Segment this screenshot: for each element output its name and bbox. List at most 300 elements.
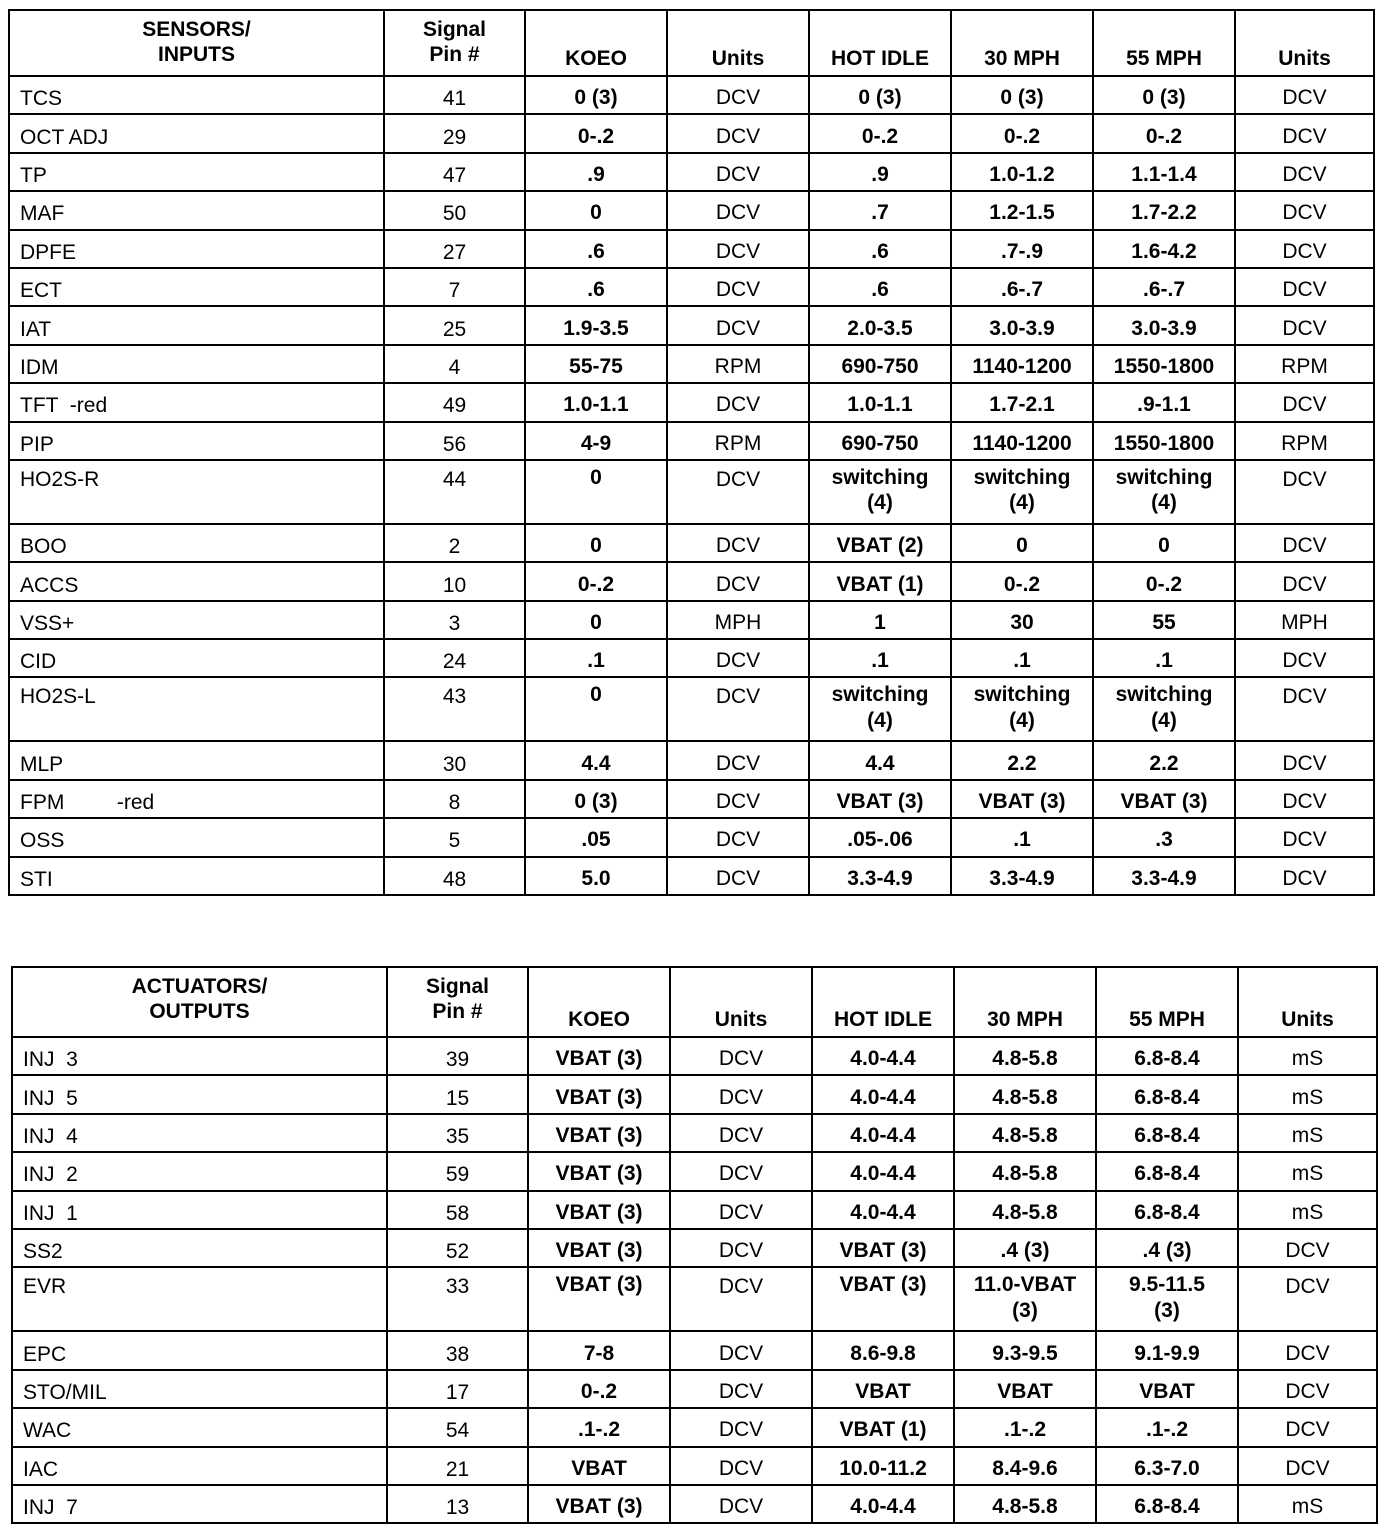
cell-55-mph: 0-.2	[1093, 562, 1235, 600]
cell-units: DCV	[667, 780, 809, 818]
cell-name: SS2	[12, 1229, 387, 1267]
cell-units-2: mS	[1238, 1485, 1377, 1523]
table-row-wac	[12, 1408, 1377, 1446]
cell-units-2: DCV	[1238, 1267, 1377, 1331]
cell-55-mph: switching (4)	[1093, 677, 1235, 741]
table-row-inj-1	[12, 1191, 1377, 1229]
cell-units-2: DCV	[1235, 818, 1374, 856]
cell-koeo: .9	[525, 153, 667, 191]
cell-pin: 17	[387, 1370, 528, 1408]
cell-30-mph: .4 (3)	[954, 1229, 1096, 1267]
table-row-dpfe	[9, 230, 1374, 268]
cell-30-mph: 1140-1200	[951, 345, 1093, 383]
header-units: Units	[670, 967, 812, 1037]
cell-30-mph: .1	[951, 818, 1093, 856]
cell-name: INJ 2	[12, 1152, 387, 1190]
cell-55-mph: 55	[1093, 601, 1235, 639]
cell-name: IAT	[9, 306, 384, 344]
table-row-oss	[9, 818, 1374, 856]
cell-hot-idle: VBAT (1)	[812, 1408, 954, 1446]
cell-units-2: DCV	[1235, 191, 1374, 229]
cell-koeo: 0	[525, 524, 667, 562]
table-row-idm	[9, 345, 1374, 383]
cell-hot-idle: .9	[809, 153, 951, 191]
cell-55-mph: 6.8-8.4	[1096, 1485, 1238, 1523]
cell-units-2: DCV	[1238, 1447, 1377, 1485]
cell-30-mph: 4.8-5.8	[954, 1485, 1096, 1523]
table-row-inj-4	[12, 1114, 1377, 1152]
cell-koeo: 1.0-1.1	[525, 383, 667, 421]
cell-55-mph: 1550-1800	[1093, 422, 1235, 460]
cell-hot-idle: 4.0-4.4	[812, 1075, 954, 1113]
header-30-mph: 30 MPH	[954, 967, 1096, 1037]
cell-hot-idle: 4.0-4.4	[812, 1191, 954, 1229]
cell-name: VSS+	[9, 601, 384, 639]
cell-55-mph: VBAT	[1096, 1370, 1238, 1408]
cell-units-2: DCV	[1235, 153, 1374, 191]
cell-pin: 35	[387, 1114, 528, 1152]
cell-55-mph: 6.8-8.4	[1096, 1152, 1238, 1190]
cell-pin: 27	[384, 230, 525, 268]
cell-units-2: RPM	[1235, 422, 1374, 460]
cell-units-2: DCV	[1235, 383, 1374, 421]
cell-name: FPM -red	[9, 780, 384, 818]
cell-hot-idle: 2.0-3.5	[809, 306, 951, 344]
cell-30-mph: .1	[951, 639, 1093, 677]
cell-name: INJ 3	[12, 1037, 387, 1075]
cell-units: DCV	[670, 1331, 812, 1369]
cell-koeo: .1-.2	[528, 1408, 670, 1446]
cell-hot-idle: .1	[809, 639, 951, 677]
cell-units: DCV	[667, 524, 809, 562]
cell-units: RPM	[667, 345, 809, 383]
cell-units: MPH	[667, 601, 809, 639]
cell-hot-idle: 0 (3)	[809, 76, 951, 114]
cell-koeo: VBAT (3)	[528, 1037, 670, 1075]
header-units: Units	[667, 10, 809, 76]
cell-pin: 25	[384, 306, 525, 344]
header-55-mph: 55 MPH	[1093, 10, 1235, 76]
cell-55-mph: 6.8-8.4	[1096, 1191, 1238, 1229]
cell-pin: 10	[384, 562, 525, 600]
header-signal-pin: Signal Pin #	[384, 10, 525, 76]
cell-units: DCV	[667, 76, 809, 114]
cell-units: DCV	[670, 1447, 812, 1485]
cell-units-2: DCV	[1235, 780, 1374, 818]
cell-name: MLP	[9, 741, 384, 779]
table-row-pip	[9, 422, 1374, 460]
cell-units: DCV	[670, 1229, 812, 1267]
cell-30-mph: 11.0-VBAT (3)	[954, 1267, 1096, 1331]
cell-pin: 7	[384, 268, 525, 306]
cell-pin: 2	[384, 524, 525, 562]
table-row-accs	[9, 562, 1374, 600]
cell-units: DCV	[667, 191, 809, 229]
cell-55-mph: 9.1-9.9	[1096, 1331, 1238, 1369]
cell-units-2: DCV	[1235, 306, 1374, 344]
cell-units-2: DCV	[1235, 677, 1374, 741]
cell-units: DCV	[667, 153, 809, 191]
cell-pin: 43	[384, 677, 525, 741]
cell-koeo: 0	[525, 460, 667, 524]
cell-30-mph: 4.8-5.8	[954, 1152, 1096, 1190]
cell-koeo: .6	[525, 268, 667, 306]
cell-units: DCV	[667, 383, 809, 421]
cell-name: IDM	[9, 345, 384, 383]
cell-55-mph: 9.5-11.5 (3)	[1096, 1267, 1238, 1331]
cell-units: DCV	[670, 1370, 812, 1408]
cell-koeo: 7-8	[528, 1331, 670, 1369]
cell-55-mph: 6.8-8.4	[1096, 1075, 1238, 1113]
cell-koeo: 4-9	[525, 422, 667, 460]
cell-units: DCV	[670, 1152, 812, 1190]
cell-units: DCV	[667, 230, 809, 268]
cell-koeo: 0-.2	[528, 1370, 670, 1408]
cell-30-mph: VBAT	[954, 1370, 1096, 1408]
cell-pin: 47	[384, 153, 525, 191]
cell-55-mph: .4 (3)	[1096, 1229, 1238, 1267]
cell-hot-idle: VBAT (2)	[809, 524, 951, 562]
cell-pin: 4	[384, 345, 525, 383]
cell-koeo: 0	[525, 677, 667, 741]
table-row-ss2	[12, 1229, 1377, 1267]
cell-units-2: DCV	[1235, 741, 1374, 779]
cell-koeo: .05	[525, 818, 667, 856]
cell-hot-idle: switching (4)	[809, 460, 951, 524]
cell-hot-idle: .6	[809, 230, 951, 268]
cell-hot-idle: .7	[809, 191, 951, 229]
cell-30-mph: 8.4-9.6	[954, 1447, 1096, 1485]
cell-pin: 41	[384, 76, 525, 114]
table-row-tft-red	[9, 383, 1374, 421]
cell-units-2: DCV	[1235, 524, 1374, 562]
cell-units: DCV	[667, 460, 809, 524]
cell-units: DCV	[670, 1485, 812, 1523]
cell-name: DPFE	[9, 230, 384, 268]
header-55-mph: 55 MPH	[1096, 967, 1238, 1037]
cell-55-mph: 6.8-8.4	[1096, 1114, 1238, 1152]
cell-55-mph: VBAT (3)	[1093, 780, 1235, 818]
cell-name: MAF	[9, 191, 384, 229]
cell-30-mph: VBAT (3)	[951, 780, 1093, 818]
cell-units-2: mS	[1238, 1191, 1377, 1229]
cell-koeo: VBAT (3)	[528, 1152, 670, 1190]
cell-pin: 54	[387, 1408, 528, 1446]
table-row-iat	[9, 306, 1374, 344]
cell-hot-idle: 4.0-4.4	[812, 1485, 954, 1523]
cell-55-mph: 1550-1800	[1093, 345, 1235, 383]
cell-30-mph: 3.0-3.9	[951, 306, 1093, 344]
cell-name: EPC	[12, 1331, 387, 1369]
cell-name: TFT -red	[9, 383, 384, 421]
cell-units-2: DCV	[1235, 76, 1374, 114]
cell-30-mph: 1.7-2.1	[951, 383, 1093, 421]
cell-pin: 24	[384, 639, 525, 677]
cell-units-2: DCV	[1235, 114, 1374, 152]
cell-pin: 33	[387, 1267, 528, 1331]
cell-name: HO2S-L	[9, 677, 384, 741]
cell-hot-idle: 0-.2	[809, 114, 951, 152]
cell-name: OSS	[9, 818, 384, 856]
cell-hot-idle: 8.6-9.8	[812, 1331, 954, 1369]
cell-30-mph: 2.2	[951, 741, 1093, 779]
cell-koeo: 4.4	[525, 741, 667, 779]
table-row-ho2s-l	[9, 677, 1374, 741]
cell-name: ECT	[9, 268, 384, 306]
cell-units-2: mS	[1238, 1114, 1377, 1152]
cell-55-mph: 6.3-7.0	[1096, 1447, 1238, 1485]
cell-hot-idle: VBAT (3)	[812, 1267, 954, 1331]
table-row-oct-adj	[9, 114, 1374, 152]
cell-30-mph: 0-.2	[951, 114, 1093, 152]
cell-units-2: DCV	[1235, 857, 1374, 895]
cell-units-2: mS	[1238, 1037, 1377, 1075]
cell-55-mph: 3.3-4.9	[1093, 857, 1235, 895]
cell-pin: 50	[384, 191, 525, 229]
cell-pin: 29	[384, 114, 525, 152]
cell-units-2: DCV	[1238, 1331, 1377, 1369]
table-row-maf	[9, 191, 1374, 229]
cell-30-mph: .7-.9	[951, 230, 1093, 268]
cell-hot-idle: 3.3-4.9	[809, 857, 951, 895]
header-koeo: KOEO	[528, 967, 670, 1037]
cell-55-mph: 1.6-4.2	[1093, 230, 1235, 268]
cell-units: DCV	[667, 677, 809, 741]
cell-name: STI	[9, 857, 384, 895]
cell-units: DCV	[667, 268, 809, 306]
cell-pin: 5	[384, 818, 525, 856]
cell-30-mph: 4.8-5.8	[954, 1037, 1096, 1075]
cell-pin: 59	[387, 1152, 528, 1190]
cell-units-2: DCV	[1235, 460, 1374, 524]
cell-koeo: VBAT (3)	[528, 1114, 670, 1152]
cell-30-mph: 0	[951, 524, 1093, 562]
table-row-ho2s-r	[9, 460, 1374, 524]
cell-hot-idle: 10.0-11.2	[812, 1447, 954, 1485]
cell-name: EVR	[12, 1267, 387, 1331]
cell-30-mph: .1-.2	[954, 1408, 1096, 1446]
cell-units-2: DCV	[1235, 268, 1374, 306]
actuators-outputs-table	[11, 966, 1378, 1524]
cell-55-mph: switching (4)	[1093, 460, 1235, 524]
cell-units-2: mS	[1238, 1075, 1377, 1113]
cell-name: PIP	[9, 422, 384, 460]
cell-pin: 8	[384, 780, 525, 818]
cell-koeo: 55-75	[525, 345, 667, 383]
cell-units-2: RPM	[1235, 345, 1374, 383]
cell-units-2: DCV	[1235, 639, 1374, 677]
cell-30-mph: 1140-1200	[951, 422, 1093, 460]
cell-55-mph: .1-.2	[1096, 1408, 1238, 1446]
table-row-iac	[12, 1447, 1377, 1485]
header-category: SENSORS/ INPUTS	[9, 10, 384, 76]
table-row-evr	[12, 1267, 1377, 1331]
cell-30-mph: 0 (3)	[951, 76, 1093, 114]
cell-units: DCV	[670, 1191, 812, 1229]
cell-30-mph: 1.2-1.5	[951, 191, 1093, 229]
cell-pin: 21	[387, 1447, 528, 1485]
table-row-sti	[9, 857, 1374, 895]
header-signal-pin: Signal Pin #	[387, 967, 528, 1037]
cell-units-2: MPH	[1235, 601, 1374, 639]
cell-hot-idle: 690-750	[809, 422, 951, 460]
cell-pin: 44	[384, 460, 525, 524]
cell-pin: 30	[384, 741, 525, 779]
cell-name: ACCS	[9, 562, 384, 600]
cell-units: DCV	[667, 857, 809, 895]
cell-units-2: DCV	[1238, 1229, 1377, 1267]
cell-koeo: VBAT (3)	[528, 1191, 670, 1229]
header-hot-idle: HOT IDLE	[809, 10, 951, 76]
table-row-cid	[9, 639, 1374, 677]
cell-hot-idle: 4.4	[809, 741, 951, 779]
cell-name: INJ 5	[12, 1075, 387, 1113]
cell-hot-idle: .6	[809, 268, 951, 306]
cell-hot-idle: 4.0-4.4	[812, 1152, 954, 1190]
actuators-table-header	[12, 967, 1377, 1037]
cell-units: DCV	[670, 1408, 812, 1446]
cell-koeo: VBAT (3)	[528, 1229, 670, 1267]
cell-koeo: 0-.2	[525, 562, 667, 600]
cell-30-mph: 4.8-5.8	[954, 1114, 1096, 1152]
cell-units: DCV	[670, 1114, 812, 1152]
header-hot-idle: HOT IDLE	[812, 967, 954, 1037]
cell-units: DCV	[670, 1075, 812, 1113]
cell-name: HO2S-R	[9, 460, 384, 524]
cell-units-2: DCV	[1238, 1370, 1377, 1408]
cell-30-mph: 4.8-5.8	[954, 1191, 1096, 1229]
cell-hot-idle: 4.0-4.4	[812, 1037, 954, 1075]
header-category: ACTUATORS/ OUTPUTS	[12, 967, 387, 1037]
cell-hot-idle: 690-750	[809, 345, 951, 383]
cell-units: DCV	[667, 741, 809, 779]
cell-koeo: 0	[525, 191, 667, 229]
sensors-inputs-table	[8, 9, 1375, 896]
cell-koeo: VBAT (3)	[528, 1485, 670, 1523]
cell-name: TCS	[9, 76, 384, 114]
table-row-tp	[9, 153, 1374, 191]
cell-koeo: 1.9-3.5	[525, 306, 667, 344]
cell-hot-idle: 1	[809, 601, 951, 639]
cell-units: DCV	[667, 562, 809, 600]
cell-55-mph: 1.1-1.4	[1093, 153, 1235, 191]
cell-55-mph: 0	[1093, 524, 1235, 562]
cell-55-mph: .9-1.1	[1093, 383, 1235, 421]
cell-pin: 13	[387, 1485, 528, 1523]
sensors-table-body	[9, 76, 1374, 895]
cell-koeo: 0-.2	[525, 114, 667, 152]
table-row-fpm-red	[9, 780, 1374, 818]
cell-koeo: 0	[525, 601, 667, 639]
cell-hot-idle: VBAT (1)	[809, 562, 951, 600]
cell-name: IAC	[12, 1447, 387, 1485]
cell-units: DCV	[670, 1037, 812, 1075]
cell-55-mph: .3	[1093, 818, 1235, 856]
cell-hot-idle: VBAT (3)	[812, 1229, 954, 1267]
table-row-epc	[12, 1331, 1377, 1369]
cell-units-2: DCV	[1235, 230, 1374, 268]
cell-pin: 58	[387, 1191, 528, 1229]
cell-55-mph: .1	[1093, 639, 1235, 677]
cell-name: BOO	[9, 524, 384, 562]
cell-pin: 52	[387, 1229, 528, 1267]
cell-name: INJ 4	[12, 1114, 387, 1152]
cell-name: STO/MIL	[12, 1370, 387, 1408]
header-row	[9, 10, 1374, 76]
cell-koeo: VBAT (3)	[528, 1267, 670, 1331]
cell-units-2: DCV	[1238, 1408, 1377, 1446]
cell-units: DCV	[667, 639, 809, 677]
cell-name: INJ 1	[12, 1191, 387, 1229]
cell-hot-idle: switching (4)	[809, 677, 951, 741]
cell-koeo: VBAT	[528, 1447, 670, 1485]
table-row-mlp	[9, 741, 1374, 779]
cell-pin: 3	[384, 601, 525, 639]
cell-units: DCV	[667, 306, 809, 344]
cell-pin: 49	[384, 383, 525, 421]
cell-hot-idle: 4.0-4.4	[812, 1114, 954, 1152]
cell-koeo: 0 (3)	[525, 780, 667, 818]
cell-30-mph: switching (4)	[951, 460, 1093, 524]
cell-30-mph: 1.0-1.2	[951, 153, 1093, 191]
cell-55-mph: 0-.2	[1093, 114, 1235, 152]
cell-55-mph: 2.2	[1093, 741, 1235, 779]
cell-units: RPM	[667, 422, 809, 460]
cell-units-2: mS	[1238, 1152, 1377, 1190]
cell-hot-idle: 1.0-1.1	[809, 383, 951, 421]
cell-koeo: 0 (3)	[525, 76, 667, 114]
header-units-2: Units	[1235, 10, 1374, 76]
cell-30-mph: 4.8-5.8	[954, 1075, 1096, 1113]
cell-name: OCT ADJ	[9, 114, 384, 152]
cell-55-mph: 0 (3)	[1093, 76, 1235, 114]
cell-name: CID	[9, 639, 384, 677]
cell-units: DCV	[667, 818, 809, 856]
cell-30-mph: switching (4)	[951, 677, 1093, 741]
header-units-2: Units	[1238, 967, 1377, 1037]
cell-units-2: DCV	[1235, 562, 1374, 600]
table-row-inj-7	[12, 1485, 1377, 1523]
cell-hot-idle: .05-.06	[809, 818, 951, 856]
cell-30-mph: 9.3-9.5	[954, 1331, 1096, 1369]
table-row-sto-mil	[12, 1370, 1377, 1408]
header-row	[12, 967, 1377, 1037]
header-koeo: KOEO	[525, 10, 667, 76]
cell-hot-idle: VBAT	[812, 1370, 954, 1408]
cell-name: WAC	[12, 1408, 387, 1446]
cell-units: DCV	[667, 114, 809, 152]
cell-name: INJ 7	[12, 1485, 387, 1523]
cell-30-mph: 30	[951, 601, 1093, 639]
actuators-table-body	[12, 1037, 1377, 1523]
cell-koeo: .6	[525, 230, 667, 268]
table-row-tcs	[9, 76, 1374, 114]
cell-30-mph: 3.3-4.9	[951, 857, 1093, 895]
cell-55-mph: .6-.7	[1093, 268, 1235, 306]
cell-units: DCV	[670, 1267, 812, 1331]
cell-55-mph: 3.0-3.9	[1093, 306, 1235, 344]
header-30-mph: 30 MPH	[951, 10, 1093, 76]
cell-55-mph: 6.8-8.4	[1096, 1037, 1238, 1075]
cell-pin: 38	[387, 1331, 528, 1369]
table-row-inj-5	[12, 1075, 1377, 1113]
table-row-inj-3	[12, 1037, 1377, 1075]
table-row-inj-2	[12, 1152, 1377, 1190]
cell-koeo: .1	[525, 639, 667, 677]
table-row-ect	[9, 268, 1374, 306]
table-row-vss	[9, 601, 1374, 639]
cell-pin: 15	[387, 1075, 528, 1113]
